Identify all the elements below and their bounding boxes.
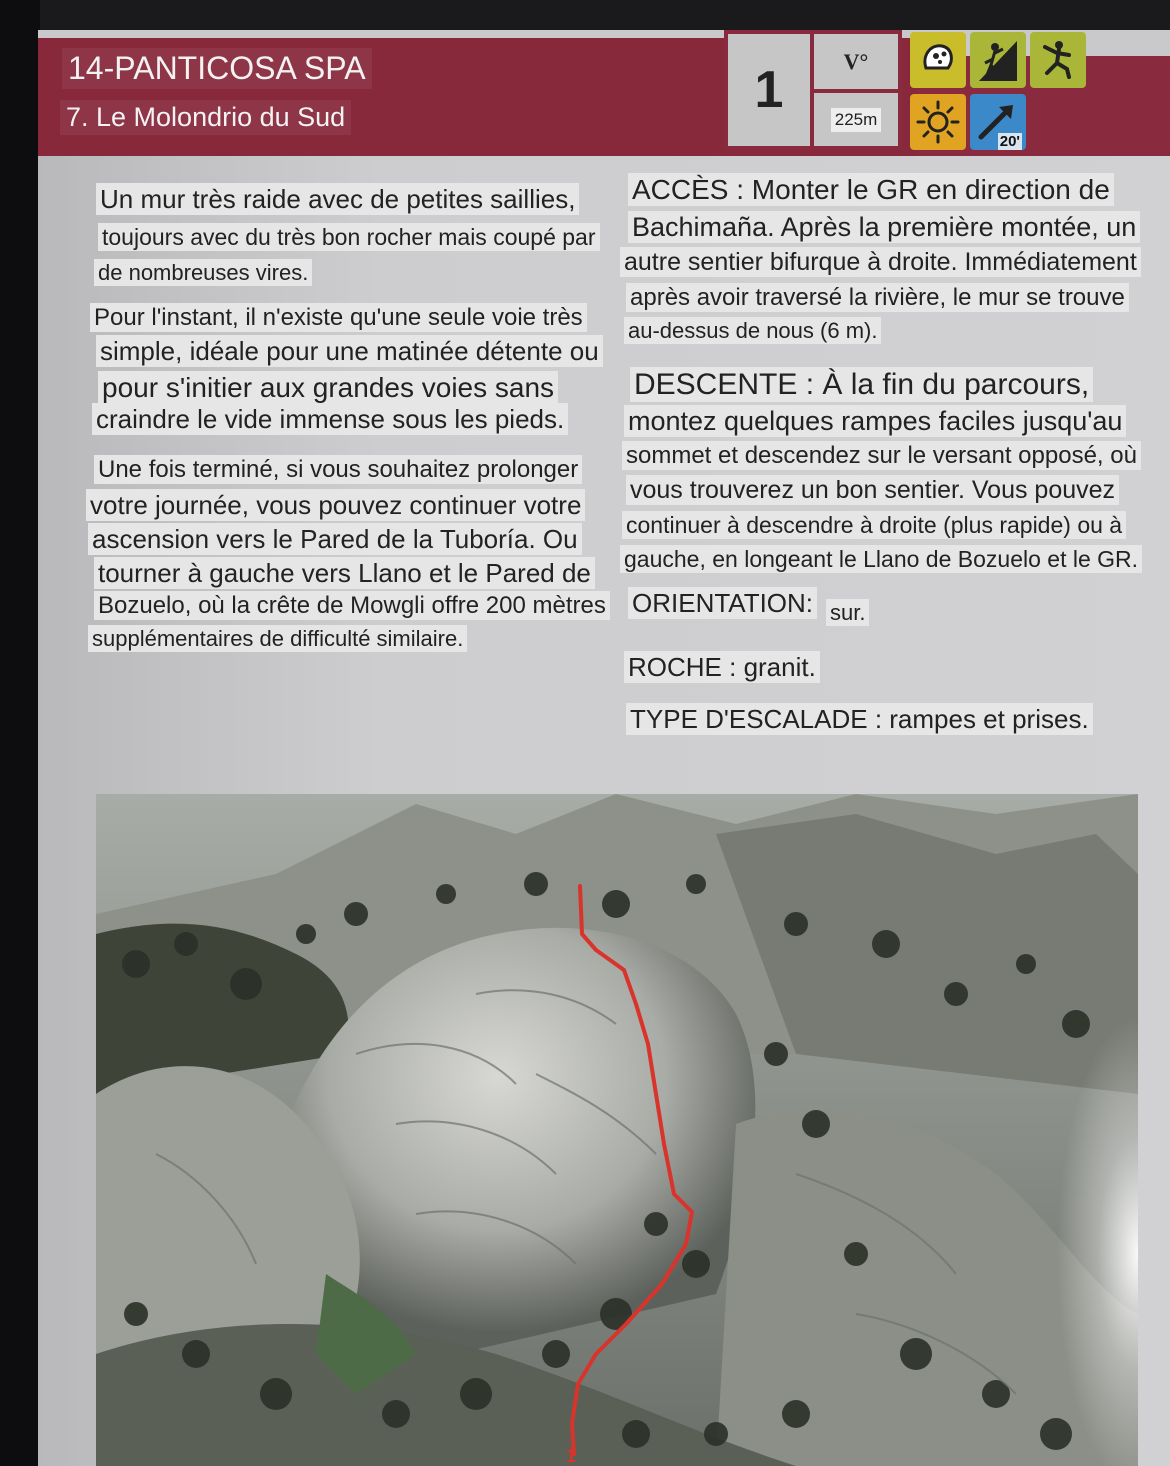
climbing-type-text: TYPE D'ESCALADE : rampes et prises. (626, 704, 1093, 735)
descente-line-4: vous trouverez un bon sentier. Vous pouvez (626, 476, 1119, 505)
paragraph3-line-4: tourner à gauche vers Llano et le Pared de (94, 558, 595, 589)
paragraph2-line-2: simple, idéale pour une matinée détente ou (96, 336, 603, 367)
descente-line-3: sommet et descendez sur le versant opposé, où (622, 442, 1141, 470)
paragraph2-line-4: craindre le vide immense sous les pieds. (92, 404, 568, 435)
route-photo-illustration (96, 794, 1138, 1466)
section-title: 14-PANTICOSA SPA (62, 48, 372, 89)
descente-line-5: continuer à descendre à droite (plus rapide) ou à (622, 512, 1126, 539)
route-start-label: 1 (566, 1446, 577, 1466)
sun-exposure-icon (910, 94, 966, 150)
rock-type-text: ROCHE : granit. (624, 652, 820, 683)
orientation-value: sur. (826, 600, 869, 626)
descente-line-2: montez quelques rampes faciles jusqu'au (624, 406, 1126, 437)
paragraph3-line-3: ascension vers le Pared de la Tuboría. Ou (88, 524, 582, 555)
intro-line-2: toujours avec du très bon rocher mais coupé par (98, 224, 600, 251)
acces-line-2: Bachimaña. Après la première montée, un (628, 212, 1140, 243)
route-number: 1 (728, 34, 814, 146)
acces-line-1: ACCÈS : Monter le GR en direction de (628, 174, 1114, 206)
descente-line-6: gauche, en longeant le Llano de Bozuelo et le GR. (620, 546, 1142, 573)
acces-line-4: après avoir traversé la rivière, le mur se trouve (626, 284, 1129, 312)
route-photo (96, 794, 1138, 1466)
orientation-label: ORIENTATION: (628, 588, 817, 619)
approach-arrow-icon (970, 94, 1026, 150)
climber-icon (1030, 32, 1086, 88)
rock-type-icon (910, 32, 966, 88)
paragraph3-line-2: votre journée, vous pouvez continuer votre (86, 490, 585, 521)
acces-line-3: autre sentier bifurque à droite. Immédiatement (620, 248, 1141, 277)
intro-line-1: Un mur très raide avec de petites saillies, (96, 184, 579, 215)
intro-line-3: de nombreuses vires. (94, 260, 312, 286)
paragraph2-line-1: Pour l'instant, il n'existe qu'une seule voie très (90, 304, 587, 332)
route-grade: V° (814, 34, 898, 93)
route-length (814, 93, 898, 146)
paragraph3-line-5: Bozuelo, où la crête de Mowgli offre 200 mètres (94, 592, 610, 620)
paragraph2-line-3: pour s'initier aux grandes voies sans (98, 372, 558, 404)
route-title: 7. Le Molondrio du Sud (60, 100, 351, 135)
book-binding-shadow (0, 0, 40, 1466)
approach-time: 20' (999, 133, 1020, 150)
paragraph3-line-6: supplémentaires de difficulté similaire. (88, 626, 467, 652)
paragraph3-line-1: Une fois terminé, si vous souhaitez prolonger (94, 456, 582, 484)
route-info-box (724, 30, 902, 150)
descente-line-1: DESCENTE : À la fin du parcours, (630, 368, 1093, 402)
acces-line-5: au-dessus de nous (6 m). (624, 318, 881, 344)
route-length-value: 225m (831, 108, 882, 132)
slab-icon (970, 32, 1026, 88)
